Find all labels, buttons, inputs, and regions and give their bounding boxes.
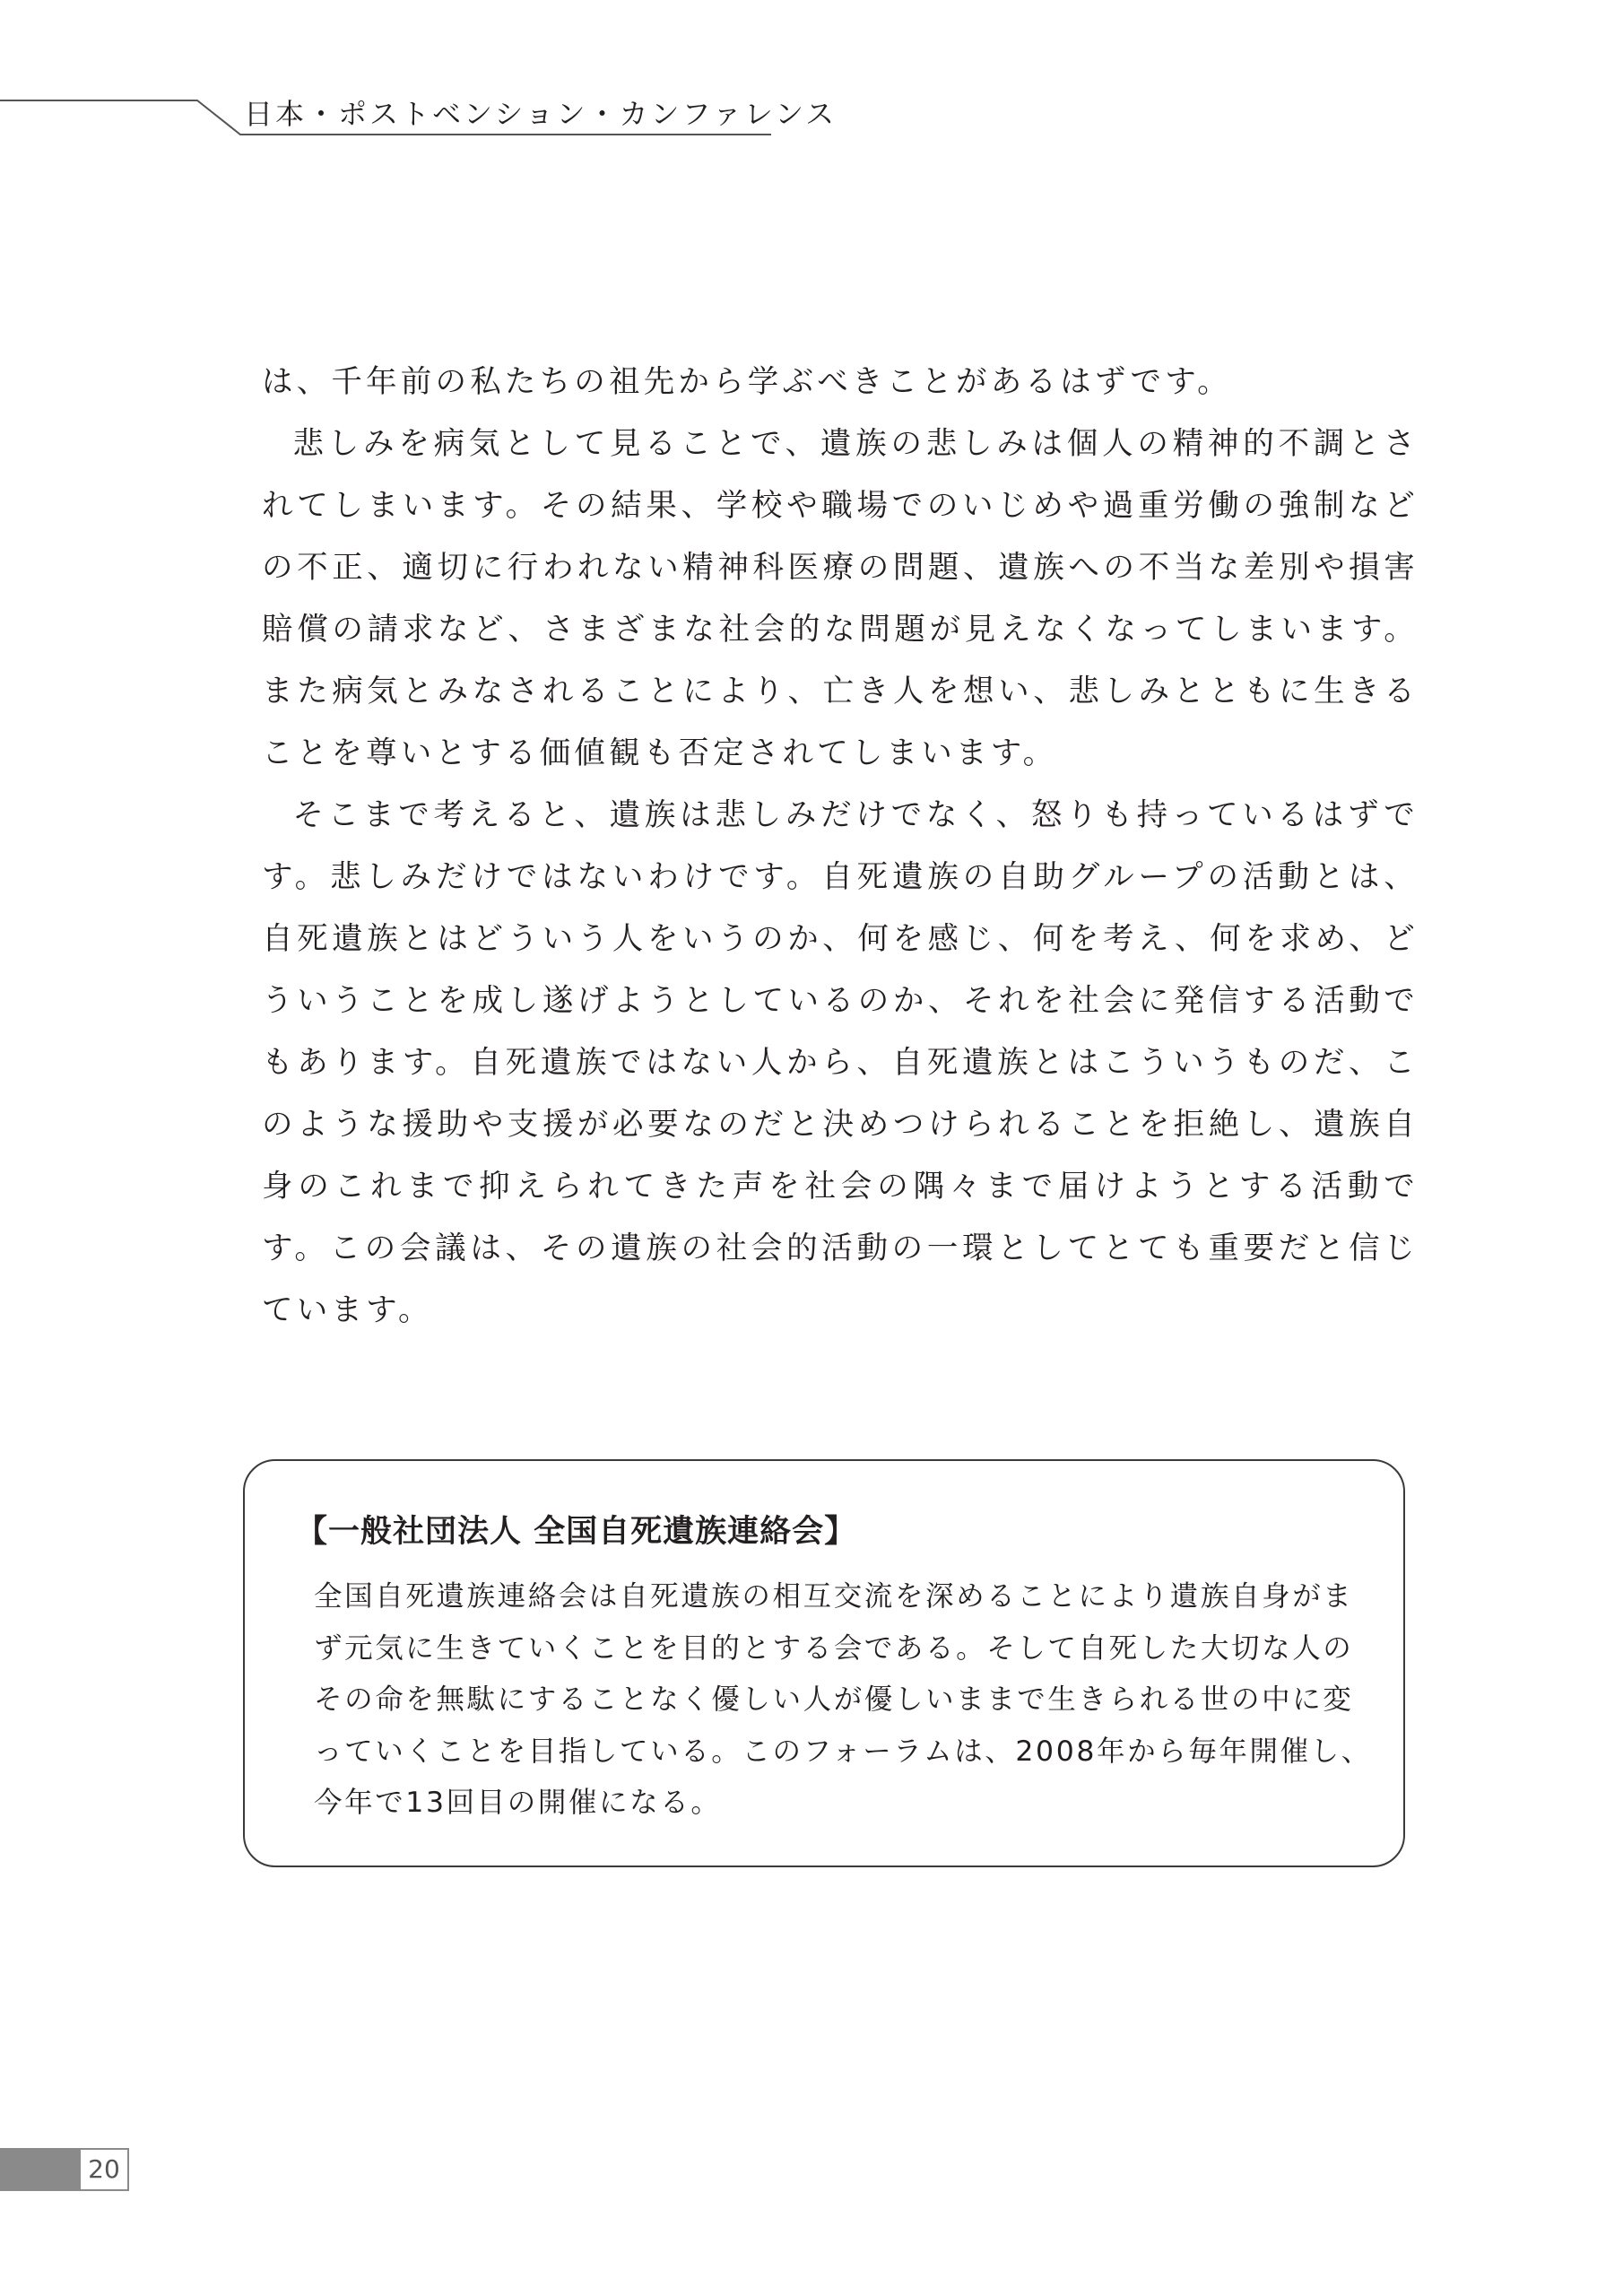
page-number: 20 (79, 2148, 129, 2191)
running-header-title: 日本・ポストベンション・カンファレンス (244, 97, 838, 131)
paragraph-grief-as-illness: 悲しみを病気として見ることで、遺族の悲しみは個人の精神的不調とされてしまいます。その結果、学校や職場でのいじめや過重労働の強制などの不正、適切に行われない精神科医療の問題、遺族への不当な差別や損害賠償の請求など、さまざまな社会的な問題が見えなくなってしまいます。また病気とみなされることにより、亡き人を想い、悲しみとともに生きることを尊いとする価値観も否定されてしまいます。 (262, 426, 1419, 771)
page-number-tab (0, 2148, 79, 2191)
main-body-text (262, 352, 1419, 1342)
paragraph-continued: は、千年前の私たちの祖先から学ぶべきことがあるはずです。 (262, 364, 1232, 400)
organization-info-text: 全国自死遺族連絡会は自死遺族の相互交流を深めることにより遺族自身がまず元気に生きていくことを目的とする会である。そして自死した大切な人のその命を無駄にすることなく優しい人が優しいままで生きられる世の中に変っていくことを目指している。このフォーラムは、2008年から毎年開催し、今年で13回目の開催になる。 (314, 1580, 1372, 1819)
organization-info-heading: 【一般社団法人 全国自死遺族連絡会】 (296, 1514, 857, 1550)
paragraph-self-help-activity: そこまで考えると、遺族は悲しみだけでなく、怒りも持っているはずです。悲しみだけではないわけです。自死遺族の自助グループの活動とは、自死遺族とはどういう人をいうのか、何を感じ、何を考え、何を求め、どういうことを成し遂げようとしているのか、それを社会に発信する活動でもあります。自死遺族ではない人から、自死遺族とはこういうものだ、このような援助や支援が必要なのだと決めつけられることを拒絶し、遺族自身のこれまで抑えられてきた声を社会の隅々まで届けようとする活動です。この会議は、その遺族の社会的活動の一環としてとても重要だと信じています。 (262, 797, 1419, 1328)
